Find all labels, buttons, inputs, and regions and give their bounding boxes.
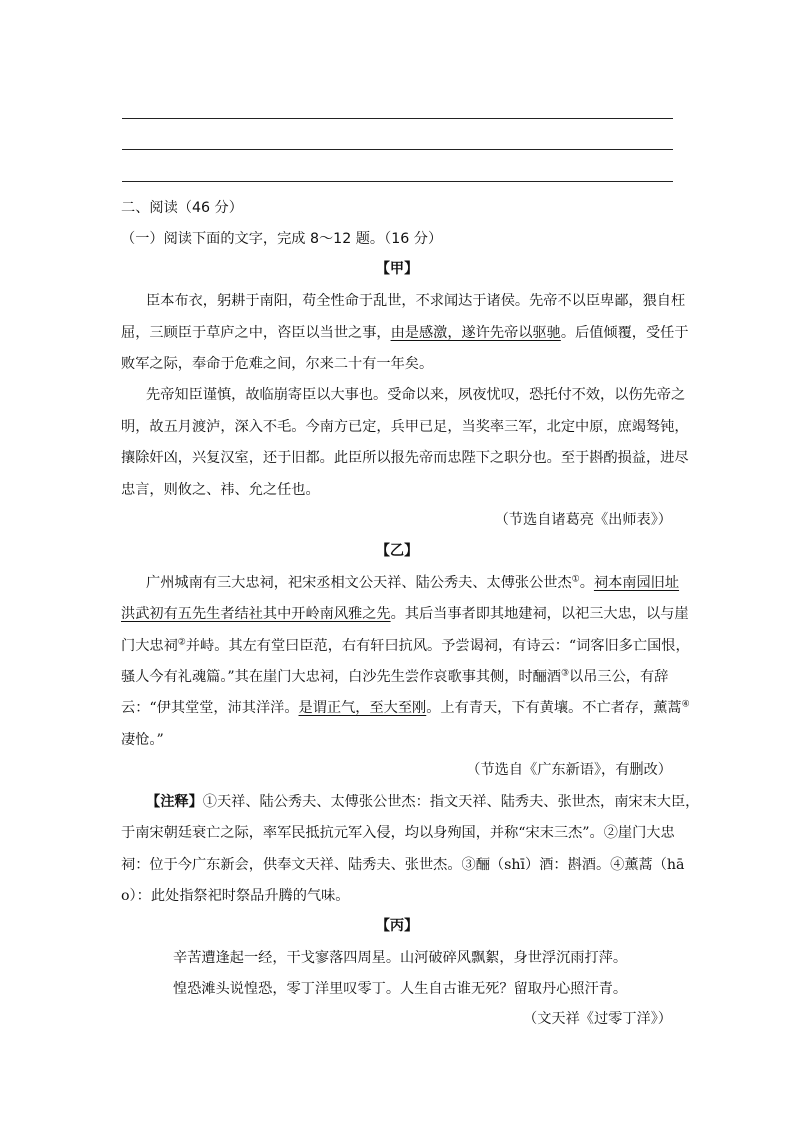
passage-jia-heading: 【甲】 — [375, 261, 419, 277]
answer-line-1 — [122, 118, 673, 119]
notes-line: 祠：位于今广东新会，供奉文天祥、陆秀夫、张世杰。③酾（shī）酒：斟酒。④薰蒿（hā — [121, 857, 685, 873]
section-title: 二、阅读（46 分） — [121, 200, 243, 216]
passage-yi-line: 洪武初有五先生者结社其中开岭南风雅之先。其后当事者即其地建祠，以祀三大忠，以与崖 — [121, 606, 689, 622]
passage-jia-line: 攘除奸凶，兴复汉室，还于旧都。此臣所以报先帝而忠陛下之职分也。至于斟酌损益，进尽 — [121, 450, 689, 466]
part-title: （一）阅读下面的文字，完成 8～12 题。（16 分） — [121, 231, 443, 247]
answer-line-2 — [122, 149, 673, 150]
underlined-sentence: 是谓正气，至大至刚 — [298, 700, 427, 716]
passage-yi-line: 凄怆。” — [121, 732, 164, 748]
passage-jia-line: 屈，三顾臣于草庐之中，咨臣以当世之事，由是感激，遂许先帝以驱驰。后值倾覆，受任于 — [121, 325, 689, 341]
passage-yi-line: 门大忠祠②并峙。其左有堂曰臣范，右有轩曰抗风。予尝谒祠，有诗云：“词客旧多亡国恨， — [121, 637, 690, 654]
passage-jia-line: 臣本布衣，躬耕于南阳，苟全性命于乱世，不求闻达于诸侯。先帝不以臣卑鄙，猥自枉 — [146, 293, 686, 309]
passage-bing-heading: 【丙】 — [375, 918, 419, 934]
underlined-sentence: 祠本南园旧址 — [593, 575, 680, 591]
underlined-sentence: 洪武初有五先生者结社其中开岭南风雅之先 — [121, 606, 391, 622]
underlined-sentence: 由是感激，遂许先帝以驱驰 — [390, 325, 561, 341]
passage-yi-heading: 【乙】 — [375, 543, 419, 559]
passage-jia-line: 明，故五月渡泸，深入不毛。今南方已定，兵甲已足，当奖率三军，北定中原，庶竭驽钝， — [121, 419, 689, 435]
notes-line: 于南宋朝廷衰亡之际，率军民抵抗元军入侵，均以身殉国，并称“宋末三杰”。②崖门大忠 — [121, 825, 675, 841]
passage-jia-source: （节选自诸葛亮《出师表》） — [494, 512, 672, 528]
passage-jia-line: 败军之际，奉命于危难之间，尔来二十有一年矣。 — [121, 356, 434, 372]
answer-line-3 — [122, 181, 673, 182]
passage-yi-line: 云：“伊其堂堂，沛其洋洋。是谓正气，至大至刚。上有青天，下有黄壤。不亡者存，薰蒿④ — [121, 699, 690, 716]
notes-line: o）：此处指祭祀时祭品升腾的气味。 — [121, 888, 350, 904]
poem-line: 惶恐滩头说惶恐，零丁洋里叹零丁。人生自古谁无死？留取丹心照汗青。 — [173, 981, 628, 997]
passage-yi-line: 骚人今有礼魂篇。”其在崖门大忠祠，白沙先生尝作哀歌事其侧，时酾酒③以吊三公，有辞 — [121, 668, 669, 685]
passage-jia-line: 先帝知臣谨慎，故临崩寄臣以大事也。受命以来，夙夜忧叹，恐托付不效，以伤先帝之 — [146, 387, 686, 403]
notes-label: 【注释】 — [146, 794, 203, 810]
passage-jia-line: 忠言，则攸之、祎、允之任也。 — [121, 482, 320, 498]
passage-yi-source: （节选自《广东新语》，有删改） — [466, 762, 672, 778]
notes-line: 【注释】①天祥、陆公秀夫、太傅张公世杰：指文天祥、陆秀夫、张世杰，南宋末大臣， — [146, 794, 700, 810]
poem-line: 辛苦遭逢起一经，干戈寥落四周星。山河破碎风飘絮，身世浮沉雨打萍。 — [173, 950, 628, 966]
passage-bing-source: （文天祥《过零丁洋》） — [523, 1011, 672, 1027]
passage-yi-line: 广州城南有三大忠祠，祀宋丞相文公天祥、陆公秀夫、太傅张公世杰①。祠本南园旧址 — [146, 574, 680, 591]
